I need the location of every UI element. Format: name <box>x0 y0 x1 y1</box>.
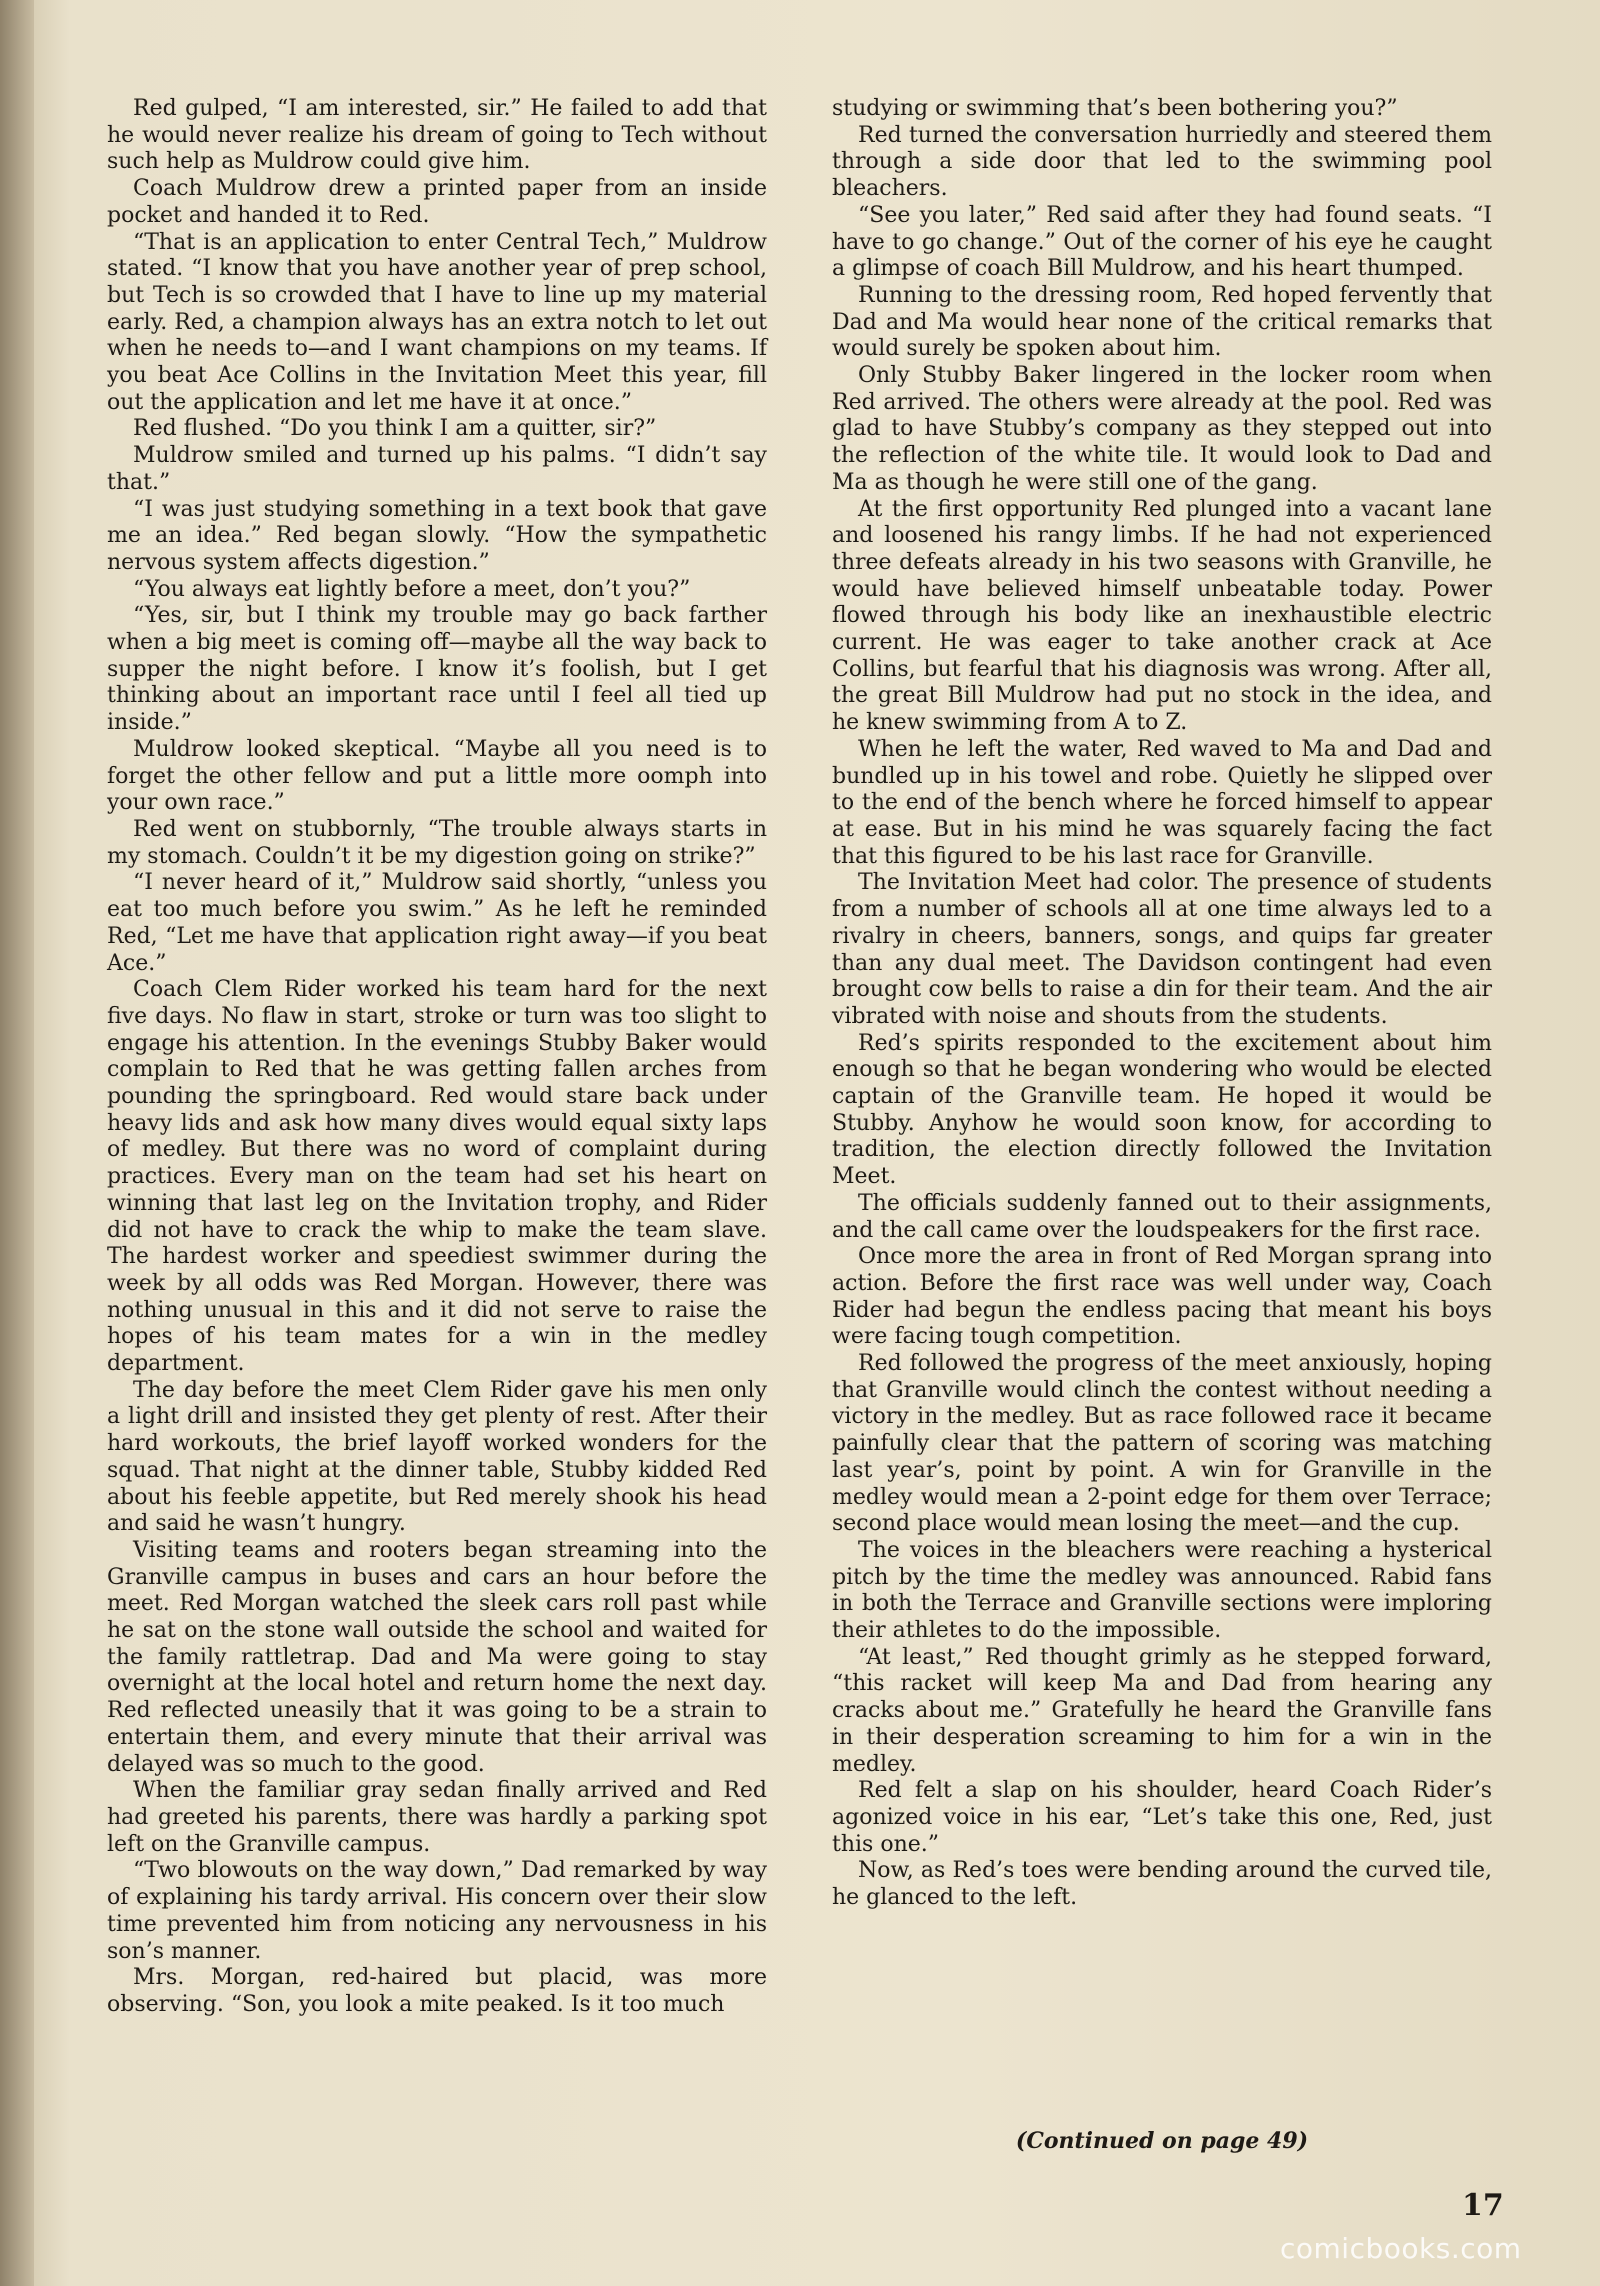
paragraph: Red went on stubbornly, “The trouble always starts in my stomach. Couldn’t it be my digestion going on strike?” <box>107 816 767 869</box>
paragraph: “I never heard of it,” Muldrow said shortly, “unless you eat too much before you swim.” As he left he reminded Red, “Let me have that application right away—if you beat Ace.” <box>107 870 767 976</box>
paragraph: Running to the dressing room, Red hoped fervently that Dad and Ma would hear none of the critical remarks that would surely be spoken about him. <box>832 282 1492 362</box>
paragraph: Only Stubby Baker lingered in the locker room when Red arrived. The others were already at the pool. Red was glad to have Stubby’s company as they stepped out into the reflection of the white tile. It would look to Dad and Ma as though he were still one of the gang. <box>832 363 1492 495</box>
paragraph: “Yes, sir, but I think my trouble may go back farther when a big meet is coming off—maybe all the way back to supper the night before. I know it’s foolish, but I get thinking about an important race until I feel all tied up inside.” <box>107 603 767 736</box>
paragraph: “I was just studying something in a text book that gave me an idea.” Red began slowly. “How the sympathetic nervous system affects digestion.” <box>107 496 767 575</box>
paragraph: Visiting teams and rooters began streaming into the Granville campus in buses and cars an hour before the meet. Red Morgan watched the sleek cars roll past while he sat on the stone wall outside the school and waited for the family rattletrap. Dad and Ma were going to stay overnight at the local hotel and return home the next day. Red reflected uneasily that it was going to be a strain to entertain them, and every minute that their arrival was delayed was so much to the good. <box>107 1537 767 1777</box>
paragraph: Muldrow smiled and turned up his palms. “I didn’t say that.” <box>107 443 767 495</box>
paragraph: Red flushed. “Do you think I am a quitter, sir?” <box>133 416 657 442</box>
paragraph: studying or swimming that’s been bothering you?” <box>832 96 1398 121</box>
paragraph: Coach Muldrow drew a printed paper from an inside pocket and handed it to Red. <box>107 176 767 228</box>
paragraph: When he left the water, Red waved to Ma and Dad and bundled up in his towel and robe. Quietly he slipped over to the end of the bench where he forced himself to appear at ease. But in his mind he was squarely facing the fact that this figured to be his last race for Granville. <box>832 736 1492 869</box>
paragraph: Now, as Red’s toes were bending around the curved tile, he glanced to the left. <box>832 1858 1492 1911</box>
paragraph: The voices in the bleachers were reaching a hysterical pitch by the time the medley was announced. Rabid fans in both the Terrace and Granville sections were imploring their athletes to do the impossible. <box>832 1537 1492 1644</box>
paragraph: Red’s spirits responded to the excitement about him enough so that he began wondering who would be elected captain of the Granville team. He hoped it would be Stubby. Anyhow he would soon know, for according to tradition, the election directly followed the Invitation Meet. <box>832 1030 1492 1190</box>
paragraph: Muldrow looked skeptical. “Maybe all you need is to forget the other fellow and put a little more oomph into your own race.” <box>107 736 767 816</box>
paragraph: When the familiar gray sedan finally arrived and Red had greeted his parents, there was hardly a parking spot left on the Granville campus. <box>107 1778 767 1857</box>
paragraph: Red felt a slap on his shoulder, heard Coach Rider’s agonized voice in his ear, “Let’s take this one, Red, just this one.” <box>832 1778 1492 1857</box>
right-column <box>832 96 1492 1912</box>
paragraph: The day before the meet Clem Rider gave his men only a light drill and insisted they get plenty of rest. After their hard workouts, the brief layoff worked wonders for the squad. That night at the dinner table, Stubby kidded Red about his feeble appetite, but Red merely shook his head and said he wasn’t hungry. <box>107 1377 767 1537</box>
paragraph: The Invitation Meet had color. The presence of students from a number of schools all at one time always led to a rivalry in cheers, banners, songs, and quips far greater than any dual meet. The Davidson contingent had even brought cow bells to raise a din for their team. And the air vibrated with noise and shouts from the students. <box>832 870 1492 1029</box>
left-column <box>107 96 767 2019</box>
binding-spine <box>0 0 34 2286</box>
paragraph: “See you later,” Red said after they had found seats. “I have to go change.” Out of the corner of his eye he caught a glimpse of coach Bill Muldrow, and his heart thumped. <box>832 202 1492 282</box>
paragraph: “You always eat lightly before a meet, don’t you?” <box>133 576 691 602</box>
paragraph: Once more the area in front of Red Morgan sprang into action. Before the first race was well under way, Coach Rider had begun the endless pacing that meant his boys were facing tough competition. <box>832 1244 1492 1350</box>
paragraph: “At least,” Red thought grimly as he stepped forward, “this racket will keep Ma and Dad from hearing any cracks about me.” Gratefully he heard the Granville fans in their desperation screaming to him for a win in the medley. <box>832 1644 1492 1777</box>
paragraph: Coach Clem Rider worked his team hard for the next five days. No flaw in start, stroke or turn was too slight to engage his attention. In the evenings Stubby Baker would complain to Red that he was getting fallen arches from pounding the springboard. Red would stare back under heavy lids and ask how many dives would equal sixty laps of medley. But there was no word of complaint during practices. Every man on the team had set his heart on winning that last leg on the Invitation trophy, and Rider did not have to crack the whip to make the team slave. The hardest worker and speediest swimmer during the week by all odds was Red Morgan. However, there was nothing unusual in this and it did not serve to raise the hopes of his team mates for a win in the medley department. <box>107 977 767 1377</box>
paragraph: Red gulped, “I am interested, sir.” He failed to add that he would never realize his dream of going to Tech without such help as Muldrow could give him. <box>107 96 767 175</box>
paragraph: Mrs. Morgan, red-haired but placid, was more observing. “Son, you look a mite peaked. Is it too much <box>107 1965 767 2017</box>
paragraph: Red turned the conversation hurriedly and steered them through a side door that led to the swimming pool bleachers. <box>832 122 1492 202</box>
site-watermark: comicbooks.com <box>1280 2232 1522 2265</box>
paragraph: At the first opportunity Red plunged into a vacant lane and loosened his rangy limbs. If he had not experienced three defeats already in his two seasons with Granville, he would have believed himself unbeatable today. Power flowed through his body like an inexhaustible electric current. He was eager to take another crack at Ace Collins, but fearful that his diagnosis was wrong. After all, the great Bill Muldrow had put no stock in the idea, and he knew swimming from A to Z. <box>832 496 1492 736</box>
page-number: 17 <box>1462 2188 1504 2223</box>
continued-note: (Continued on page 49) <box>1015 2128 1309 2154</box>
paragraph: “That is an application to enter Central Tech,” Muldrow stated. “I know that you have another year of prep school, but Tech is so crowded that I have to line up my material early. Red, a champion always has an extra notch to let out when he needs to—and I want champions on my teams. If you beat Ace Collins in the Invitation Meet this year, fill out the application and let me have it at once.” <box>107 229 767 415</box>
paragraph: Red followed the progress of the meet anxiously, hoping that Granville would clinch the contest without needing a victory in the medley. But as race followed race it became painfully clear that the pattern of scoring was matching last year’s, point by point. A win for Granville in the medley would mean a 2-point edge for them over Terrace; second place would mean losing the meet—and the cup. <box>832 1351 1492 1537</box>
paragraph: The officials suddenly fanned out to their assignments, and the call came over the loudspeakers for the first race. <box>832 1190 1492 1243</box>
paragraph: “Two blowouts on the way down,” Dad remarked by way of explaining his tardy arrival. His concern over their slow time prevented him from noticing any nervousness in his son’s manner. <box>107 1858 767 1964</box>
